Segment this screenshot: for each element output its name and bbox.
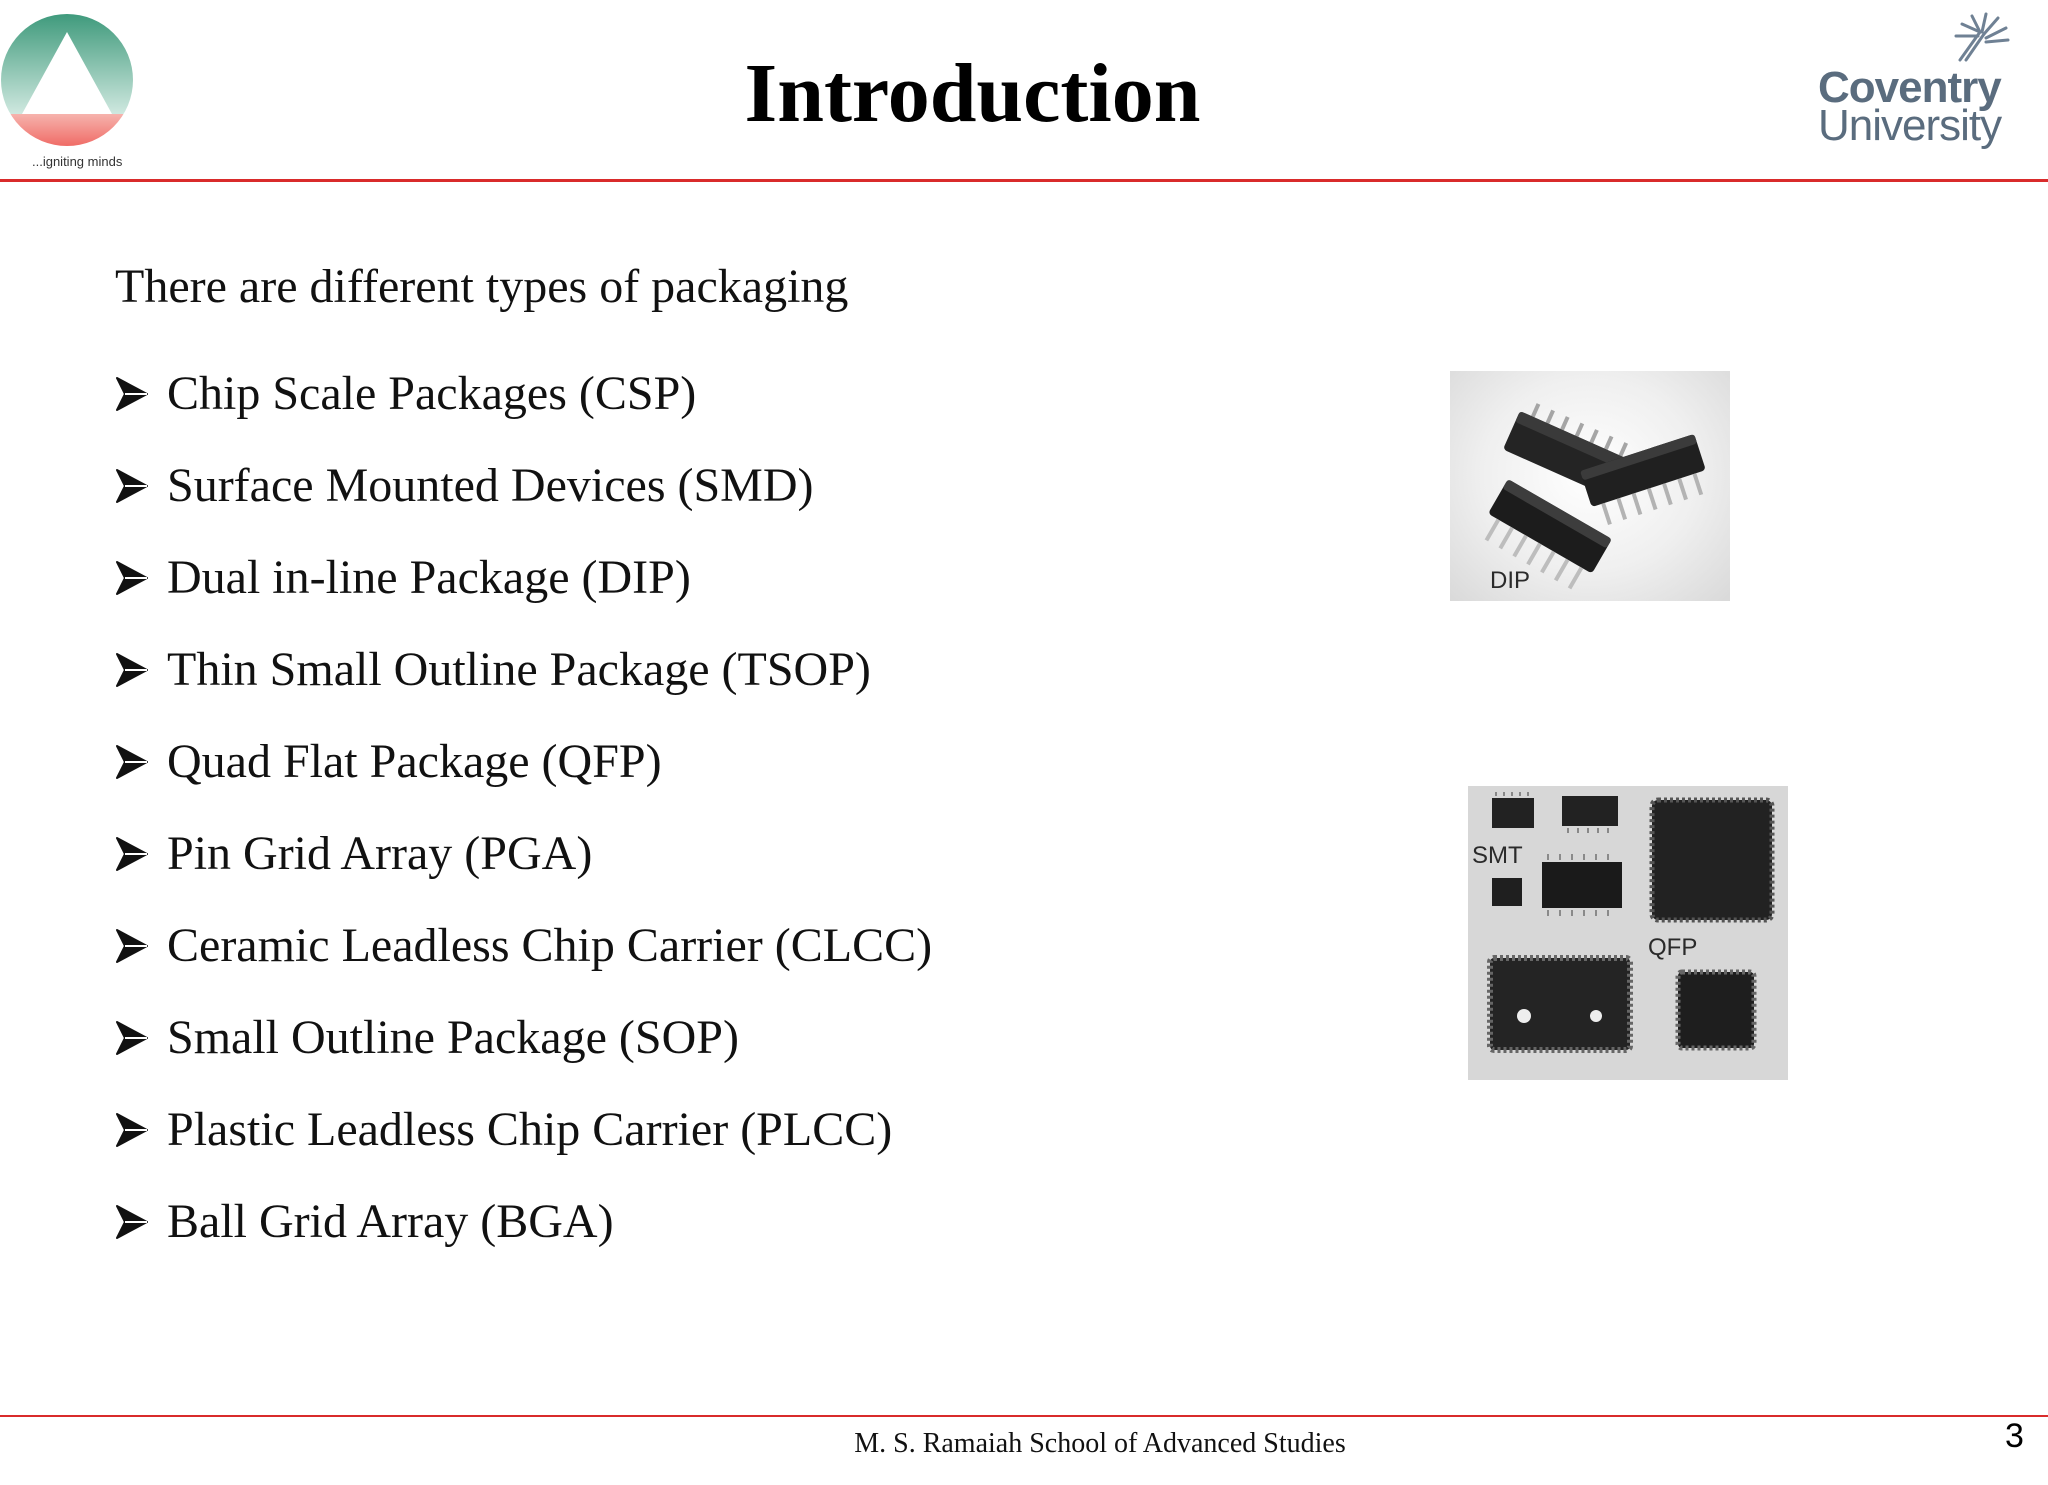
list-item xyxy=(115,716,932,808)
slide-title: Introduction xyxy=(744,47,1201,140)
list-item xyxy=(115,900,932,992)
arrow-bullet-icon xyxy=(115,466,167,506)
arrow-bullet-icon xyxy=(115,558,167,598)
packaging-list xyxy=(115,348,932,1268)
coventry-word: Coventry xyxy=(1818,63,2001,112)
dip-package-photo xyxy=(1450,371,1730,601)
smt-chips-illustration xyxy=(1468,786,1788,1080)
list-item-text: Plastic Leadless Chip Carrier (PLCC) xyxy=(167,1103,893,1156)
list-item-text: Quad Flat Package (QFP) xyxy=(167,735,662,788)
coventry-university-logo xyxy=(1810,10,2020,150)
list-item xyxy=(115,808,932,900)
smt-qfp-package-photo xyxy=(1468,786,1788,1080)
header-divider xyxy=(0,179,2048,182)
list-item xyxy=(115,348,932,440)
arrow-bullet-icon xyxy=(115,1110,167,1150)
arrow-bullet-icon xyxy=(115,926,167,966)
arrow-bullet-icon xyxy=(115,834,167,874)
arrow-bullet-icon xyxy=(115,742,167,782)
intro-text: There are different types of packaging xyxy=(115,260,849,313)
list-item-text: Surface Mounted Devices (SMD) xyxy=(167,459,814,512)
footer-divider xyxy=(0,1415,2048,1417)
phoenix-icon xyxy=(1950,10,2010,66)
logo-tagline: ...igniting minds xyxy=(32,154,123,169)
list-item xyxy=(115,1176,932,1268)
qfp-label: QFP xyxy=(1648,934,1698,961)
list-item-text: Chip Scale Packages (CSP) xyxy=(167,367,697,420)
page-number: 3 xyxy=(2005,1417,2024,1455)
list-item xyxy=(115,1084,932,1176)
list-item xyxy=(115,532,932,624)
list-item-text: Thin Small Outline Package (TSOP) xyxy=(167,643,871,696)
footer-institution: M. S. Ramaiah School of Advanced Studies xyxy=(854,1428,1346,1459)
list-item xyxy=(115,992,932,1084)
list-item-text: Small Outline Package (SOP) xyxy=(167,1011,739,1064)
list-item-text: Ceramic Leadless Chip Carrier (CLCC) xyxy=(167,919,933,972)
list-item-text: Pin Grid Array (PGA) xyxy=(167,827,593,880)
arrow-bullet-icon xyxy=(115,1018,167,1058)
list-item-text: Dual in-line Package (DIP) xyxy=(167,551,691,604)
smt-label: SMT xyxy=(1472,842,1523,869)
university-word: University xyxy=(1818,101,2002,150)
list-item-text: Ball Grid Array (BGA) xyxy=(167,1195,614,1248)
arrow-bullet-icon xyxy=(115,1202,167,1242)
dip-label: DIP xyxy=(1490,567,1531,594)
list-item xyxy=(115,624,932,716)
arrow-bullet-icon xyxy=(115,650,167,690)
footer xyxy=(0,1428,2048,1468)
arrow-bullet-icon xyxy=(115,374,167,414)
list-item xyxy=(115,440,932,532)
